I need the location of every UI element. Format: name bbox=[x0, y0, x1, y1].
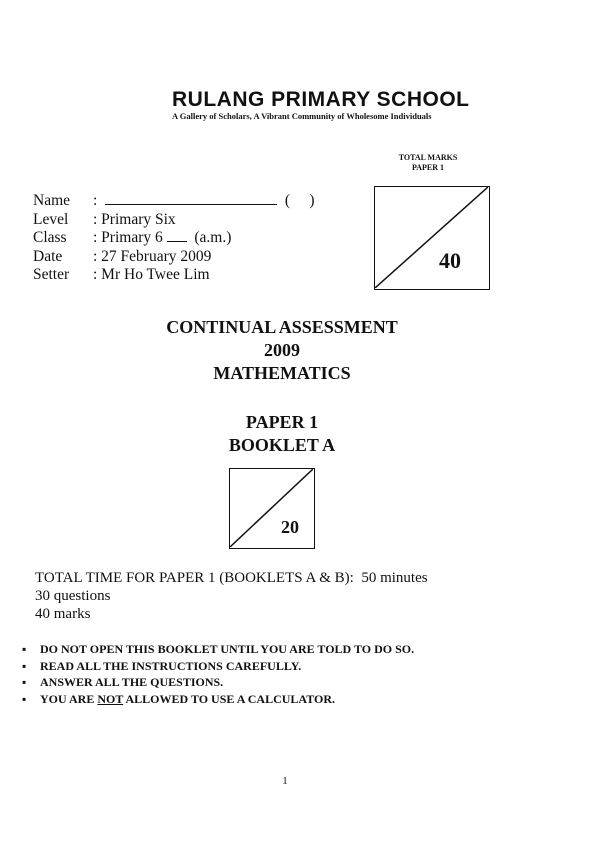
title-subject: MATHEMATICS bbox=[213, 363, 351, 383]
total-time: TOTAL TIME FOR PAPER 1 (BOOKLETS A & B): 50 minutes bbox=[35, 570, 428, 586]
total-marks-value: 40 bbox=[439, 248, 461, 273]
date-row bbox=[33, 248, 315, 267]
total-marks-label-line1: TOTAL MARKS bbox=[398, 153, 458, 162]
register-number-field[interactable]: ( ) bbox=[284, 192, 315, 209]
instruction-text: DO NOT OPEN THIS BOOKLET UNTIL YOU ARE TOLD TO DO SO. bbox=[40, 642, 415, 656]
instruction-text-before: YOU ARE bbox=[40, 691, 98, 706]
class-field[interactable] bbox=[167, 229, 187, 242]
level-value: : Primary Six bbox=[93, 210, 176, 228]
instruction-item bbox=[22, 658, 414, 675]
bullet-icon: ▪ bbox=[22, 675, 27, 689]
question-count: 30 questions bbox=[35, 588, 111, 604]
instruction-text: ANSWER ALL THE QUESTIONS. bbox=[40, 675, 224, 689]
bullet-icon: ▪ bbox=[22, 691, 27, 706]
class-label: Class bbox=[33, 229, 67, 246]
booklet-label: BOOKLET A bbox=[228, 435, 336, 455]
school-motto: A Gallery of Scholars, A Vibrant Community of Wholesome Individuals bbox=[172, 111, 432, 121]
setter-row bbox=[33, 266, 315, 285]
instruction-emphasis: NOT bbox=[97, 691, 124, 706]
paper-label: PAPER 1 bbox=[245, 412, 319, 432]
title-year: 2009 bbox=[264, 340, 300, 360]
paper-title bbox=[0, 411, 564, 457]
instruction-text: READ ALL THE INSTRUCTIONS CAREFULLY. bbox=[40, 658, 302, 673]
instruction-item bbox=[22, 641, 414, 658]
school-name: RULANG PRIMARY SCHOOL bbox=[172, 88, 470, 111]
booklet-marks-value: 20 bbox=[281, 517, 299, 537]
bullet-icon: ▪ bbox=[22, 642, 27, 656]
booklet-marks-box bbox=[229, 468, 315, 549]
level-row bbox=[33, 211, 315, 230]
setter-label: Setter bbox=[33, 266, 70, 283]
title-line-1: CONTINUAL ASSESSMENT bbox=[166, 317, 398, 337]
instruction-text-after: ALLOWED TO USE A CALCULATOR. bbox=[123, 691, 335, 706]
class-row bbox=[33, 229, 315, 248]
total-marks-label-line2: PAPER 1 bbox=[411, 163, 445, 172]
class-value: : Primary 6 bbox=[93, 229, 163, 246]
setter-value: : Mr Ho Twee Lim bbox=[93, 266, 210, 283]
name-label: Name bbox=[33, 192, 71, 209]
instruction-item bbox=[22, 674, 414, 691]
class-session: (a.m.) bbox=[194, 229, 232, 246]
date-value: : 27 February 2009 bbox=[93, 247, 212, 265]
total-marks-box bbox=[374, 186, 490, 290]
total-marks-label bbox=[380, 153, 476, 173]
name-field[interactable] bbox=[105, 192, 277, 205]
total-marks-diagonal bbox=[375, 187, 488, 288]
name-row: Name : ( ) bbox=[33, 192, 315, 209]
booklet-marks-diagonal bbox=[230, 469, 313, 547]
exam-info bbox=[35, 569, 428, 623]
mark-count: 40 marks bbox=[35, 606, 91, 622]
page-number: 1 bbox=[282, 775, 288, 787]
bullet-icon: ▪ bbox=[22, 658, 27, 673]
instructions-list bbox=[22, 641, 414, 707]
date-label: Date bbox=[33, 247, 63, 265]
instruction-item bbox=[22, 691, 414, 708]
student-details bbox=[33, 192, 315, 285]
assessment-title bbox=[0, 316, 564, 385]
level-label: Level bbox=[33, 210, 69, 228]
